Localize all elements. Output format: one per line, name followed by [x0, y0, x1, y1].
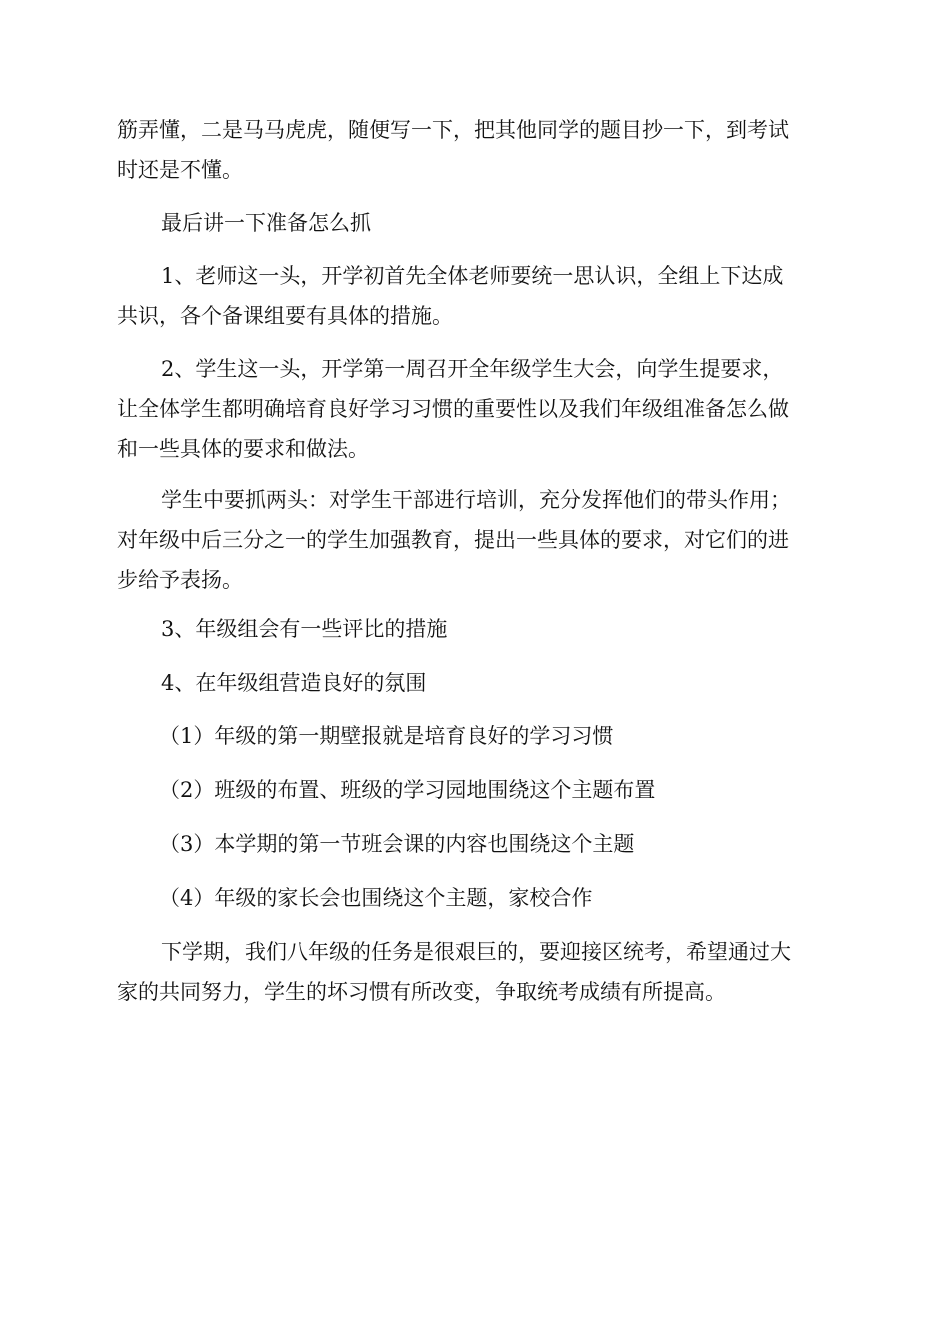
paragraph-conclusion [117, 932, 839, 1012]
subitem-1 [117, 716, 839, 756]
paragraph-line: 3、年级组会有一些评比的措施 [161, 617, 448, 641]
paragraph-line: 4、在年级组营造良好的氛围 [161, 671, 427, 695]
paragraph-line: 1、老师这一头，开学初首先全体老师要统一思认识，全组上下达成 [161, 264, 784, 288]
paragraph-line: （2）班级的布置、班级的学习园地围绕这个主题布置 [159, 778, 656, 802]
paragraph-item-3 [117, 609, 839, 649]
paragraph-line: 最后讲一下准备怎么抓 [161, 211, 371, 235]
paragraph-line: 下学期，我们八年级的任务是很艰巨的，要迎接区统考，希望通过大 [161, 940, 791, 964]
paragraph-line: 家的共同努力，学生的坏习惯有所改变，争取统考成绩有所提高。 [117, 980, 726, 1004]
paragraph-item-1 [117, 256, 839, 336]
paragraph-item-2 [117, 349, 839, 469]
subitem-3 [117, 824, 839, 864]
paragraph-line: （3）本学期的第一节班会课的内容也围绕这个主题 [159, 832, 635, 856]
paragraph-line: 步给予表扬。 [117, 568, 243, 592]
paragraph-line: （1）年级的第一期壁报就是培育良好的学习习惯 [159, 724, 614, 748]
subitem-4 [117, 878, 839, 918]
paragraph-line: 共识，各个备课组要有具体的措施。 [117, 304, 453, 328]
paragraph-line: 和一些具体的要求和做法。 [117, 437, 369, 461]
subitem-2 [117, 770, 839, 810]
paragraph-line: 对年级中后三分之一的学生加强教育，提出一些具体的要求，对它们的进 [117, 528, 789, 552]
paragraph-students [117, 480, 839, 600]
paragraph-line: 2、学生这一头，开学第一周召开全年级学生大会，向学生提要求， [161, 357, 784, 381]
paragraph-continuation [117, 110, 839, 190]
paragraph-line: （4）年级的家长会也围绕这个主题，家校合作 [159, 886, 593, 910]
paragraph-line: 让全体学生都明确培育良好学习习惯的重要性以及我们年级组准备怎么做 [117, 397, 789, 421]
paragraph-item-4 [117, 663, 839, 703]
paragraph-heading-how [117, 203, 839, 243]
paragraph-line: 学生中要抓两头：对学生干部进行培训，充分发挥他们的带头作用； [161, 488, 791, 512]
paragraph-line: 时还是不懂。 [117, 158, 243, 182]
paragraph-line: 筋弄懂，二是马马虎虎，随便写一下，把其他同学的题目抄一下，到考试 [117, 118, 789, 142]
